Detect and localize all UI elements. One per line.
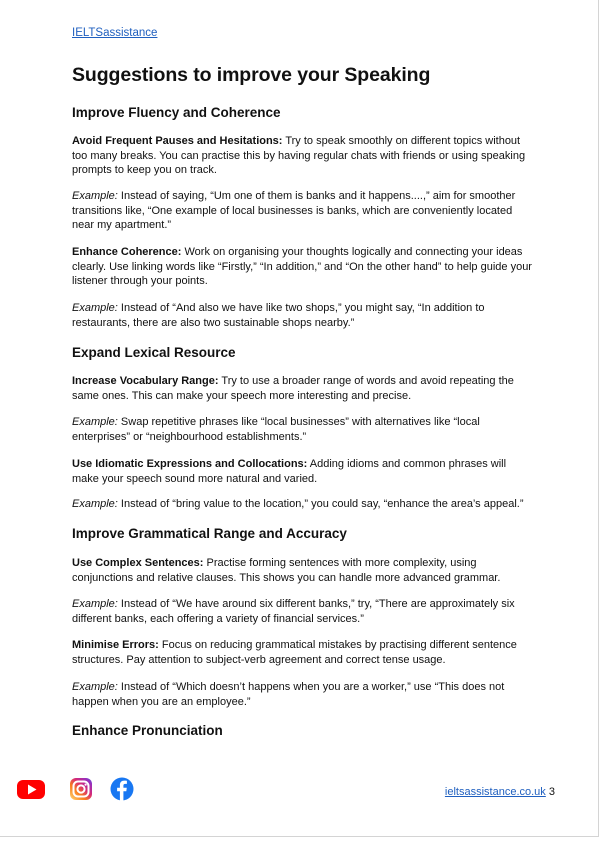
paragraph-text: Try to speak smoothly on different topics without too many breaks. You can practise this by having regular chats with friends or using speaking prompts to keep you on track.: [72, 135, 526, 177]
term-label: Minimise Errors:: [72, 639, 159, 651]
paragraph-text: Instead of saying, “Um one of them is banks and it happens....,” aim for smoother transitions like, “One example of local businesses is banks, which are conveniently located near my apartment.”: [72, 190, 516, 232]
paragraph-example: [72, 189, 534, 233]
brand-link[interactable]: IELTSassistance: [72, 27, 158, 39]
paragraph-pauses: [72, 134, 534, 178]
paragraph-text: Practise forming sentences with more complexity, using conjunctions and relative clauses. This shows you can handle more advanced grammar.: [72, 557, 501, 584]
example-label: Example:: [72, 598, 118, 610]
section-heading-lexical: Expand Lexical Resource: [72, 345, 236, 360]
term-label: Increase Vocabulary Range:: [72, 375, 219, 387]
paragraph-text: Instead of “We have around six different banks,” try, “There are approximately six different banks, each offering a variety of financial services.”: [72, 598, 515, 625]
page-number: 3: [548, 786, 555, 798]
term-label: Use Complex Sentences:: [72, 557, 204, 569]
paragraph-text: Focus on reducing grammatical mistakes by practising different sentence structures. Pay attention to subject-verb agreement and correct tense usage.: [72, 639, 517, 666]
paragraph-idioms: [72, 457, 534, 486]
paragraph-vocabulary: [72, 374, 534, 403]
paragraph-errors: [72, 638, 534, 667]
example-label: Example:: [72, 190, 118, 202]
paragraph-complex-sentences: [72, 556, 534, 585]
section-heading-fluency: Improve Fluency and Coherence: [72, 105, 281, 120]
term-label: Use Idiomatic Expressions and Collocations:: [72, 458, 308, 470]
paragraph-text: Work on organising your thoughts logically and connecting your ideas clearly. Use linking words like “Firstly,” “In addition,” and “On the other hand” to help guide your listener through your points.: [72, 246, 532, 288]
example-label: Example:: [72, 681, 118, 693]
paragraph-text: Instead of “bring value to the location,” you could say, “enhance the area’s appeal.”: [117, 498, 524, 510]
paragraph-example: [72, 301, 534, 330]
paragraph-example: [72, 597, 534, 626]
footer-right: [445, 786, 555, 798]
paragraph-example: [72, 415, 534, 444]
page-title: Suggestions to improve your Speaking: [72, 64, 431, 86]
example-label: Example:: [72, 302, 118, 314]
paragraph-example: [72, 497, 534, 512]
paragraph-text: Instead of “Which doesn’t happens when you are a worker,” use “This does not happen when you are an employee.”: [72, 681, 505, 708]
website-link[interactable]: ieltsassistance.co.uk: [444, 786, 546, 798]
facebook-icon[interactable]: [108, 775, 138, 803]
paragraph-example: [72, 680, 534, 709]
paragraph-text: Try to use a broader range of words and avoid repeating the same ones. This can make your speech more interesting and precise.: [72, 375, 514, 402]
instagram-icon[interactable]: [66, 775, 96, 803]
paragraph-text: Adding idioms and common phrases will make your speech sound more natural and varied.: [72, 458, 507, 485]
term-label: Avoid Frequent Pauses and Hesitations:: [72, 135, 283, 147]
paragraph-coherence: [72, 245, 534, 289]
paragraph-text: Instead of “And also we have like two shops,” you might say, “In addition to restaurants, there are also two sustainable shops nearby.”: [72, 302, 485, 329]
example-label: Example:: [72, 498, 118, 510]
example-label: Example:: [72, 416, 118, 428]
section-heading-grammar: Improve Grammatical Range and Accuracy: [72, 526, 347, 541]
youtube-icon[interactable]: [16, 775, 46, 803]
term-label: Enhance Coherence:: [72, 246, 182, 258]
section-heading-pronunciation: Enhance Pronunciation: [72, 723, 223, 738]
paragraph-text: Swap repetitive phrases like “local businesses” with alternatives like “local enterprises” or “neighbourhood establishments.”: [72, 416, 480, 443]
